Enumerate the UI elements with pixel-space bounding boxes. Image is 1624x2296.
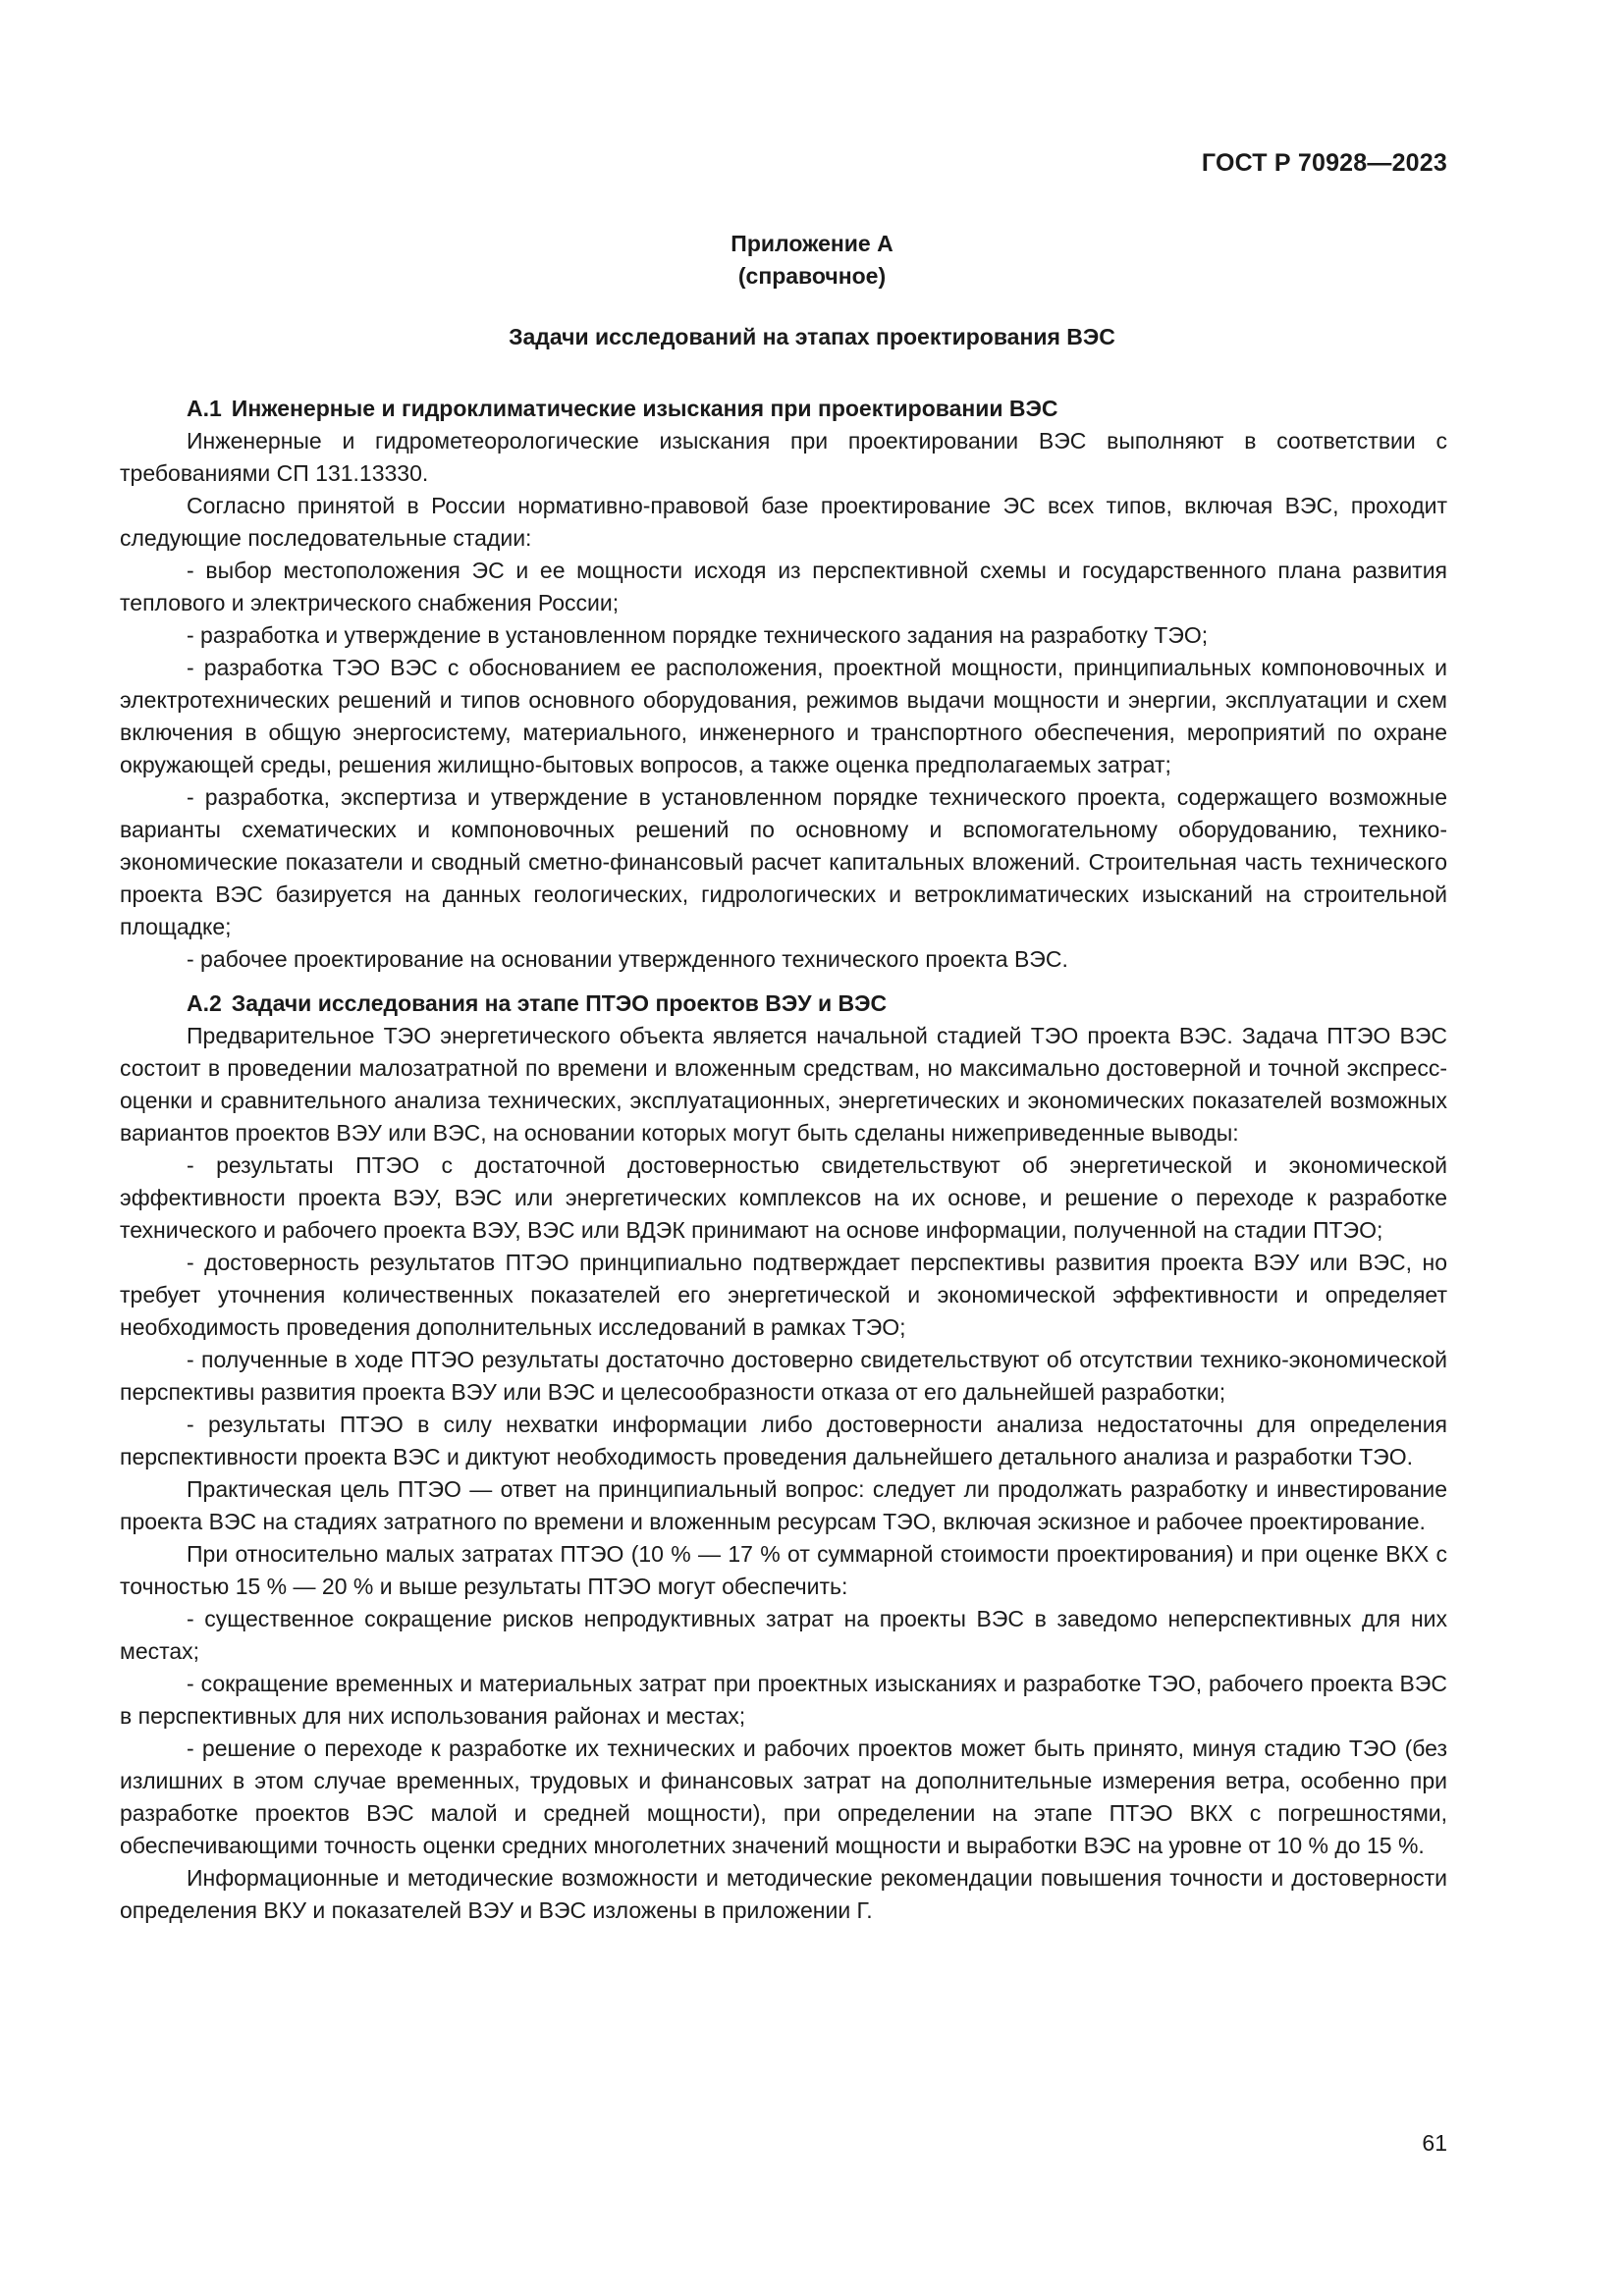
list-item: - достоверность результатов ПТЭО принципиально подтверждает перспективы развития проекта ВЭУ или ВЭС, но требует уточнения количественных показателей его энергетической и экономической эффективности и определяет необходимость проведения дополнительных исследований в рамках ТЭО; (120, 1250, 1447, 1340)
paragraph: Предварительное ТЭО энергетического объекта является начальной стадией ТЭО проекта ВЭС. Задача ПТЭО ВЭС состоит в проведении малозатратной по времени и вложенным средствам, но максимально достоверной и точной экспресс-оценки и сравнительного анализа технических, эксплуатационных, энергетических и экономических показателей возможных вариантов проектов ВЭУ или ВЭС, на основании которых могут быть сделаны нижеприведенные выводы: (120, 1023, 1447, 1146)
document-code: ГОСТ Р 70928—2023 (1201, 149, 1447, 177)
list-item: - разработка и утверждение в установленном порядке технического задания на разработку ТЭО; (187, 622, 1209, 648)
list-item: - полученные в ходе ПТЭО результаты достаточно достоверно свидетельствуют об отсутствии технико-экономической перспективы развития проекта ВЭУ или ВЭС и целесообразности отказа от его дальнейшей разработки; (120, 1347, 1447, 1405)
list-item: - рабочее проектирование на основании утвержденного технического проекта ВЭС. (187, 946, 1068, 972)
paragraph: Информационные и методические возможности и методические рекомендации повышения точности и достоверности определения ВКУ и показателей ВЭУ и ВЭС изложены в приложении Г. (120, 1865, 1447, 1923)
paragraph: При относительно малых затратах ПТЭО (10 % — 17 % от суммарной стоимости проектирования) и при оценке ВКХ с точностью 15 % — 20 % и выше результаты ПТЭО могут обеспечить: (120, 1541, 1447, 1599)
paragraph: Практическая цель ПТЭО — ответ на принципиальный вопрос: следует ли продолжать разработку и инвестирование проекта ВЭС на стадиях затратного по времени и вложенным ресурсам ТЭО, включая эскизное и рабочее проектирование. (120, 1476, 1447, 1534)
section-heading (120, 393, 1447, 425)
list-item: - сокращение временных и материальных затрат при проектных изысканиях и разработке ТЭО, рабочего проекта ВЭС в перспективных для них использования районах и местах; (120, 1671, 1447, 1729)
section-number: А.2 (187, 990, 222, 1016)
list-item: - результаты ПТЭО с достаточной достоверностью свидетельствуют об энергетической и экономической эффективности проекта ВЭУ, ВЭС или энергетических комплексов на их основе, и решение о переходе к разработке технического и рабочего проекта ВЭУ, ВЭС или ВДЭК принимают на основе информации, полученной на стадии ПТЭО; (120, 1152, 1447, 1243)
section-number: А.1 (187, 396, 222, 421)
annex-heading (0, 228, 1624, 293)
document-body (120, 393, 1447, 1927)
list-item: - решение о переходе к разработке их технических и рабочих проектов может быть принято, минуя стадию ТЭО (без излишних в этом случае временных, трудовых и финансовых затрат на дополнительные измерения ветра, особенно при разработке проектов ВЭС малой и средней мощности), при определении на этапе ПТЭО ВКХ с погрешностями, обеспечивающими точность оценки средних многолетних значений мощности и выработки ВЭС на уровне от 10 % до 15 %. (120, 1735, 1447, 1858)
list-item: - результаты ПТЭО в силу нехватки информации либо достоверности анализа недостаточны для определения перспективности проекта ВЭС и диктуют необходимость проведения дальнейшего детального анализа и разработки ТЭО. (120, 1412, 1447, 1469)
section-heading (120, 988, 1447, 1020)
paragraph: Согласно принятой в России нормативно-правовой базе проектирование ЭС всех типов, включая ВЭС, проходит следующие последовательные стадии: (120, 493, 1447, 551)
page-number: 61 (1422, 2130, 1447, 2156)
list-item: - разработка ТЭО ВЭС с обоснованием ее расположения, проектной мощности, принципиальных компоновочных и электротехнических решений и типов основного оборудования, режимов выдачи мощности и энергии, эксплуатации и схем включения в общую энергосистему, материального, инженерного и транспортного обеспечения, мероприятий по охране окружающей среды, решения жилищно-бытовых вопросов, а также оценка предполагаемых затрат; (120, 655, 1447, 777)
list-item: - существенное сокращение рисков непродуктивных затрат на проекты ВЭС в заведомо неперспективных для них местах; (120, 1606, 1447, 1664)
annex-label: Приложение А (731, 231, 893, 256)
list-item: - выбор местоположения ЭС и ее мощности исходя из перспективной схемы и государственного плана развития теплового и электрического снабжения России; (120, 558, 1447, 615)
list-item: - разработка, экспертиза и утверждение в установленном порядке технического проекта, содержащего возможные варианты схематических и компоновочных решений по основному и вспомогательному оборудованию, технико-экономические показатели и сводный сметно-финансовый расчет капитальных вложений. Строительная часть технического проекта ВЭС базируется на данных геологических, гидрологических и ветроклиматических изысканий на строительной площадке; (120, 784, 1447, 939)
section-title: Задачи исследования на этапе ПТЭО проектов ВЭУ и ВЭС (231, 990, 888, 1016)
paragraph: Инженерные и гидрометеорологические изыскания при проектировании ВЭС выполняют в соответствии с требованиями СП 131.13330. (120, 428, 1447, 486)
annex-type: (справочное) (737, 263, 887, 289)
annex-title: Задачи исследований на этапах проектирования ВЭС (509, 324, 1115, 349)
section-title: Инженерные и гидроклиматические изыскания при проектировании ВЭС (231, 396, 1058, 421)
